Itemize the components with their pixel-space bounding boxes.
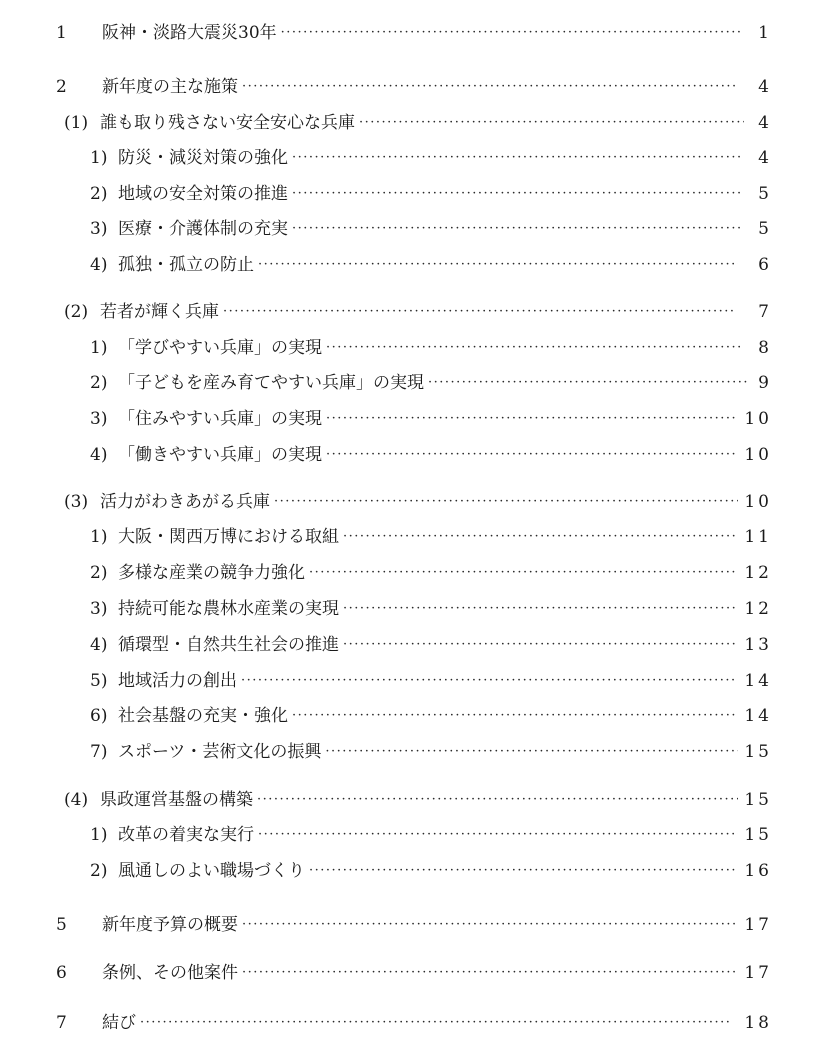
toc-entry-title: 新年度の主な施策 <box>102 77 238 97</box>
toc-entry <box>0 143 820 173</box>
toc-entry-number: 1 <box>56 23 67 43</box>
toc-page-cell <box>744 250 820 280</box>
toc-entry <box>0 368 820 398</box>
toc-entry-title: 医療・介護体制の充実 <box>118 219 288 239</box>
toc-page-cell <box>743 72 820 102</box>
toc-dot-leader <box>309 856 738 886</box>
toc-entry-page-number: 10 <box>744 409 772 429</box>
toc-page-cell <box>746 179 820 209</box>
toc-entry-number: 1) <box>90 527 108 547</box>
toc-entry-title: 孤独・孤立の防止 <box>118 255 254 275</box>
toc-dot-leader <box>326 440 738 470</box>
toc-entry-title: 若者が輝く兵庫 <box>100 302 219 322</box>
toc-entry <box>0 522 820 552</box>
toc-entry-page-number: 10 <box>744 445 772 465</box>
toc-entry <box>0 785 820 815</box>
toc-entry-title: 地域の安全対策の推進 <box>118 184 288 204</box>
toc-dot-leader <box>242 958 737 988</box>
toc-dot-leader <box>242 72 737 102</box>
toc-entry-title: 持続可能な農林水産業の実現 <box>118 599 339 619</box>
toc-entry-number: 7) <box>90 742 108 762</box>
toc-entry-number: 1) <box>90 825 108 845</box>
toc-entry-page-number: 4 <box>758 77 772 97</box>
toc-entry-number: (3) <box>64 492 89 512</box>
toc-entry-page-number: 11 <box>744 527 772 547</box>
toc-entry-title: 条例、その他案件 <box>102 963 238 983</box>
toc-entry-number: 2) <box>90 373 108 393</box>
toc-dot-leader <box>223 297 736 327</box>
toc-entry-number: 2) <box>90 184 108 204</box>
toc-entry-number: 3) <box>90 599 108 619</box>
toc-entry <box>0 594 820 624</box>
toc-entry-page-number: 5 <box>758 219 772 239</box>
toc-entry-number: 2) <box>90 563 108 583</box>
toc-page-cell <box>738 1008 820 1038</box>
toc-dot-leader <box>140 1008 732 1038</box>
toc-entry-number: (4) <box>64 790 89 810</box>
toc-entry-title: 新年度予算の概要 <box>102 915 238 935</box>
toc-dot-leader <box>326 404 738 434</box>
toc-page-cell <box>743 910 820 940</box>
toc-entry-number: 5) <box>90 671 108 691</box>
toc-entry-title: 「住みやすい兵庫」の実現 <box>118 409 322 429</box>
toc-entry-page-number: 15 <box>744 790 772 810</box>
toc-dot-leader <box>274 487 738 517</box>
toc-entry-title: 「働きやすい兵庫」の実現 <box>118 445 322 465</box>
toc-page-cell <box>746 18 820 48</box>
toc-entry-number: 3) <box>90 409 108 429</box>
toc-dot-leader <box>343 522 738 552</box>
toc-entry-page-number: 12 <box>744 599 772 619</box>
toc-entry-title: 風通しのよい職場づくり <box>118 861 305 881</box>
toc-entry-title: 阪神・淡路大震災30年 <box>102 23 277 43</box>
toc-entry-number: 4) <box>90 635 108 655</box>
toc-entry-title: 地域活力の創出 <box>118 671 237 691</box>
toc-entry <box>0 820 820 850</box>
toc-page-cell <box>744 594 820 624</box>
toc-entry-number: (2) <box>64 302 89 322</box>
toc-entry-page-number: 4 <box>758 113 772 133</box>
toc-entry <box>0 487 820 517</box>
toc-entry-page-number: 16 <box>744 861 772 881</box>
toc-dot-leader <box>242 910 737 940</box>
toc-entry-title: 改革の着実な実行 <box>118 825 254 845</box>
toc-entry-page-number: 14 <box>744 671 772 691</box>
toc-dot-leader <box>292 701 738 731</box>
toc-dot-leader <box>241 666 737 696</box>
toc-page-cell <box>744 785 820 815</box>
toc-dot-leader <box>258 250 738 280</box>
toc-page-cell <box>746 214 820 244</box>
toc-dot-leader <box>428 368 748 398</box>
toc-page-cell <box>746 143 820 173</box>
toc-entry <box>0 18 820 48</box>
toc-entry <box>0 108 820 138</box>
toc-entry <box>0 297 820 327</box>
toc-page-cell <box>744 522 820 552</box>
toc-entry-title: 循環型・自然共生社会の推進 <box>118 635 339 655</box>
toc-entry <box>0 1008 820 1038</box>
toc-dot-leader <box>309 558 738 588</box>
toc-entry <box>0 630 820 660</box>
toc-entry-page-number: 5 <box>758 184 772 204</box>
toc-entry-title: 結び <box>102 1013 136 1033</box>
toc-page-cell <box>744 404 820 434</box>
toc-entry-number: 6) <box>90 706 108 726</box>
toc-entry-page-number: 17 <box>744 963 772 983</box>
toc-entry-number: 7 <box>56 1013 67 1033</box>
toc-dot-leader <box>257 785 738 815</box>
toc-page-cell <box>744 487 820 517</box>
toc-page-cell <box>743 666 820 696</box>
toc-entry-page-number: 17 <box>744 915 772 935</box>
toc-entry-page-number: 9 <box>758 373 772 393</box>
toc-dot-leader <box>292 214 740 244</box>
toc-entry <box>0 333 820 363</box>
toc-page-cell <box>744 856 820 886</box>
toc-entry-title: 「子どもを産み育てやすい兵庫」の実現 <box>118 373 424 393</box>
toc-page-cell <box>744 558 820 588</box>
toc-entry-number: 6 <box>56 963 67 983</box>
toc-page-cell <box>744 737 820 767</box>
toc-page-cell <box>743 958 820 988</box>
toc-entry <box>0 701 820 731</box>
toc-entry <box>0 404 820 434</box>
toc-entry-number: (1) <box>64 113 89 133</box>
toc-entry-number: 4) <box>90 255 108 275</box>
toc-entry-number: 3) <box>90 219 108 239</box>
toc-entry-page-number: 7 <box>758 302 772 322</box>
toc-entry <box>0 250 820 280</box>
toc-entry-page-number: 1 <box>758 23 772 43</box>
toc-entry-title: 防災・減災対策の強化 <box>118 148 288 168</box>
toc-entry <box>0 179 820 209</box>
toc-entry-title: スポーツ・芸術文化の振興 <box>118 742 322 762</box>
toc-entry-page-number: 13 <box>744 635 772 655</box>
toc-entry-number: 4) <box>90 445 108 465</box>
toc-page-cell <box>748 333 820 363</box>
toc-entry-page-number: 6 <box>758 255 772 275</box>
toc-entry-title: 県政運営基盤の構築 <box>100 790 253 810</box>
toc-entry-page-number: 12 <box>744 563 772 583</box>
toc-entry-title: 多様な産業の競争力強化 <box>118 563 305 583</box>
toc-entry-title: 大阪・関西万博における取組 <box>118 527 339 547</box>
toc-entry <box>0 558 820 588</box>
toc-dot-leader <box>292 179 740 209</box>
toc-entry-page-number: 8 <box>758 338 772 358</box>
toc-page-cell <box>750 108 820 138</box>
toc-entry <box>0 666 820 696</box>
toc-dot-leader <box>325 737 738 767</box>
toc-entry-title: 活力がわきあがる兵庫 <box>100 492 270 512</box>
toc-dot-leader <box>258 820 738 850</box>
toc-entry-page-number: 18 <box>744 1013 772 1033</box>
toc-entry-title: 誰も取り残さない安全安心な兵庫 <box>100 113 355 133</box>
toc-entry-page-number: 14 <box>744 706 772 726</box>
toc-entry-title: 社会基盤の充実・強化 <box>118 706 288 726</box>
toc-entry-number: 1) <box>90 338 108 358</box>
toc-entry <box>0 737 820 767</box>
toc-entry-number: 5 <box>56 915 67 935</box>
toc-page-cell <box>744 701 820 731</box>
toc-entry-number: 1) <box>90 148 108 168</box>
toc-page-cell <box>744 440 820 470</box>
toc-entry-page-number: 15 <box>744 742 772 762</box>
toc-page-cell <box>744 820 820 850</box>
toc-entry <box>0 958 820 988</box>
toc-entry-number: 2) <box>90 861 108 881</box>
toc-page-cell <box>744 630 820 660</box>
toc-dot-leader <box>292 143 740 173</box>
toc-page-cell <box>742 297 820 327</box>
toc-dot-leader <box>343 630 738 660</box>
toc-page-cell <box>754 368 820 398</box>
toc-entry-page-number: 15 <box>744 825 772 845</box>
toc-entry <box>0 910 820 940</box>
toc-dot-leader <box>343 594 738 624</box>
toc-dot-leader <box>326 333 742 363</box>
toc-dot-leader <box>281 18 740 48</box>
toc-entry <box>0 72 820 102</box>
toc-entry <box>0 440 820 470</box>
toc-dot-leader <box>359 108 744 138</box>
toc-entry <box>0 214 820 244</box>
toc-entry-page-number: 4 <box>758 148 772 168</box>
toc-entry <box>0 856 820 886</box>
toc-entry-page-number: 10 <box>744 492 772 512</box>
toc-entry-title: 「学びやすい兵庫」の実現 <box>118 338 322 358</box>
toc-entry-number: 2 <box>56 77 67 97</box>
